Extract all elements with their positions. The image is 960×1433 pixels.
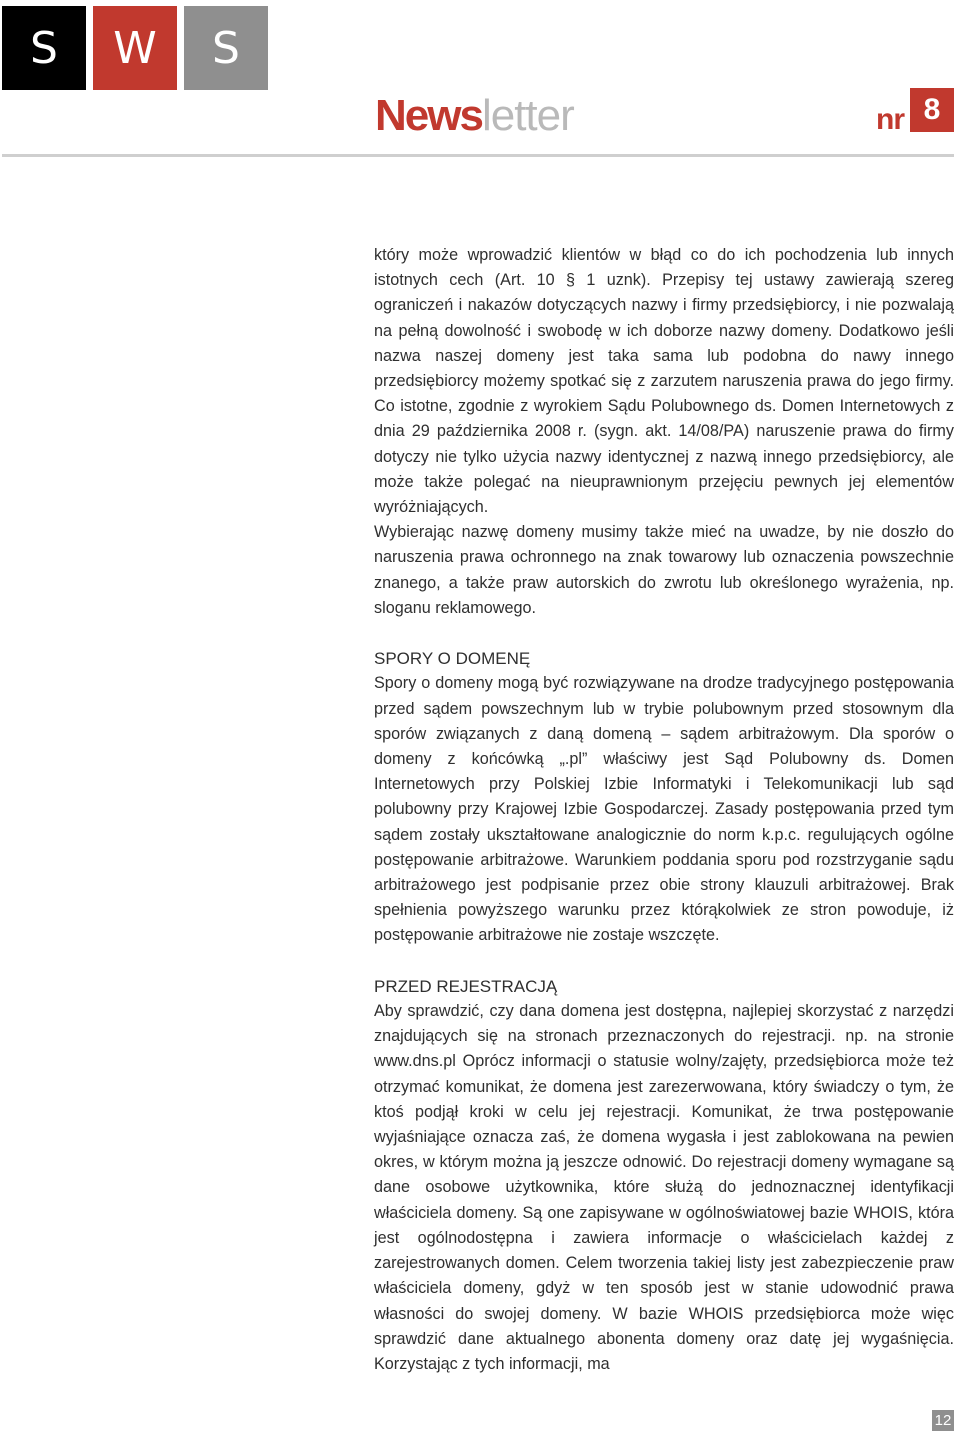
section-text-przed-rejestracja: Aby sprawdzić, czy dana domena jest dostępna, najlepiej skorzystać z narzędzi znajdujących się na stronach przeznaczonych do rejestracji. np. na stronie www.dns.pl Oprócz informacji o statusie wolny/zajęty, przedsiębiorca może też otrzymać komunikat, że domena jest zarezerwowana, który świadczy o tym, że ktoś podjął kroki w celu jej rejestracji. Komunikat, że trwa postępowanie wyjaśniające oznacza zaś, że domena wygasła i jest zablokowana na pewien okres, w którym można ją jeszcze odnowić. Do rejestracji domeny wymagane są dane osobowe użytkownika, które służą do jednoznacznej identyfikacji właściciela domeny. Są one zapisywane w ogólnoświatowej bazie WHOIS, która jest ogólnodostępna i zawiera informacje o właścicielach każdej z zarejestrowanych domen. Celem tworzenia takiej listy jest zabezpieczenie praw właściciela domeny, gdyż w ten sposób jest w stanie udowodnić prawa własności do swojej domeny. W bazie WHOIS przedsiębiorca może więc sprawdzić dane aktualnego abonenta domeny oraz datę jej wygaśnięcia. Korzystając z tych informacji, ma: [374, 1002, 954, 1373]
intro-paragraph-2: Wybierając nazwę domeny musimy także mieć na uwadze, by nie doszło do naruszenia prawa ochronnego na znak towarowy lub oznaczenia powszechnie znanego, a także praw autorskich do zwrotu lub określonego wyrażenia, np. sloganu reklamowego.: [374, 523, 954, 617]
masthead-letter: letter: [481, 91, 574, 140]
issue-label: nr: [876, 103, 904, 136]
issue-number-badge: 8: [910, 88, 954, 132]
paragraph-gap: [374, 621, 954, 646]
logo-letter-w-red: W: [93, 6, 177, 90]
page-number: 12: [932, 1410, 954, 1431]
logo-letter-s-gray: S: [184, 6, 268, 90]
intro-paragraph-1: który może wprowadzić klientów w błąd co do ich pochodzenia lub innych istotnych cech (Art. 10 § 1 uznk). Przepisy tej ustawy zawierają szereg ograniczeń i nakazów dotyczących nazwy i firmy przedsiębiorcy, i nie pozwalają na pełną dowolność i swobodę w ich doborze nazwy domeny. Dodatkowo jeśli nazwa naszej domeny jest taka sama lub podobna do nawy innego przedsiębiorcy możemy spotkać się z zarzutem naruszenia prawa do jego firmy. Co istotne, zgodnie z wyrokiem Sądu Polubownego ds. Domen Internetowych z dnia 29 października 2008 r. (sygn. akt. 14/08/PA) naruszenie prawa do firmy dotyczy nie tylko użycia nazwy identycznej z nazwą innego przedsiębiorcy, ale może także polegać na nieuprawnionym przejęciu pewnych jej elementów wyróżniających.: [374, 246, 954, 517]
section-heading-spory: SPORY O DOMENĘ: [374, 649, 531, 669]
header-divider: [2, 154, 954, 157]
paragraph-gap: [374, 949, 954, 974]
section-heading-przed-rejestracja: PRZED REJESTRACJĄ: [374, 976, 558, 996]
newsletter-masthead: [375, 88, 574, 144]
article-body: [374, 243, 954, 1377]
logo-letter-s-black: S: [2, 6, 86, 90]
masthead-news: News: [375, 91, 482, 140]
section-text-spory: Spory o domeny mogą być rozwiązywane na drodze tradycyjnego postępowania przed sądem powszechnym lub w trybie polubownym przed stosownym dla sporów związanych z daną domeną – sądem arbitrażowym. Dla sporów o domeny z końcówką „.pl” właściwy jest Sąd Polubowny ds. Domen Internetowych przy Polskiej Izbie Informatyki i Telekomunikacji lub sąd polubowny przy Krajowej Izbie Gospodarczej. Zasady postępowania przed tym sądem zostały ukształtowane analogicznie do norm k.p.c. regulujących ogólne postępowanie arbitrażowe. Warunkiem poddania sporu pod rozstrzyganie sądu arbitrażowego jest podpisanie przez obie strony klauzuli arbitrażowej. Brak spełnienia powyższego warunku przez którąkolwiek ze stron powoduje, iż postępowanie arbitrażowe nie zostaje wszczęte.: [374, 674, 954, 945]
